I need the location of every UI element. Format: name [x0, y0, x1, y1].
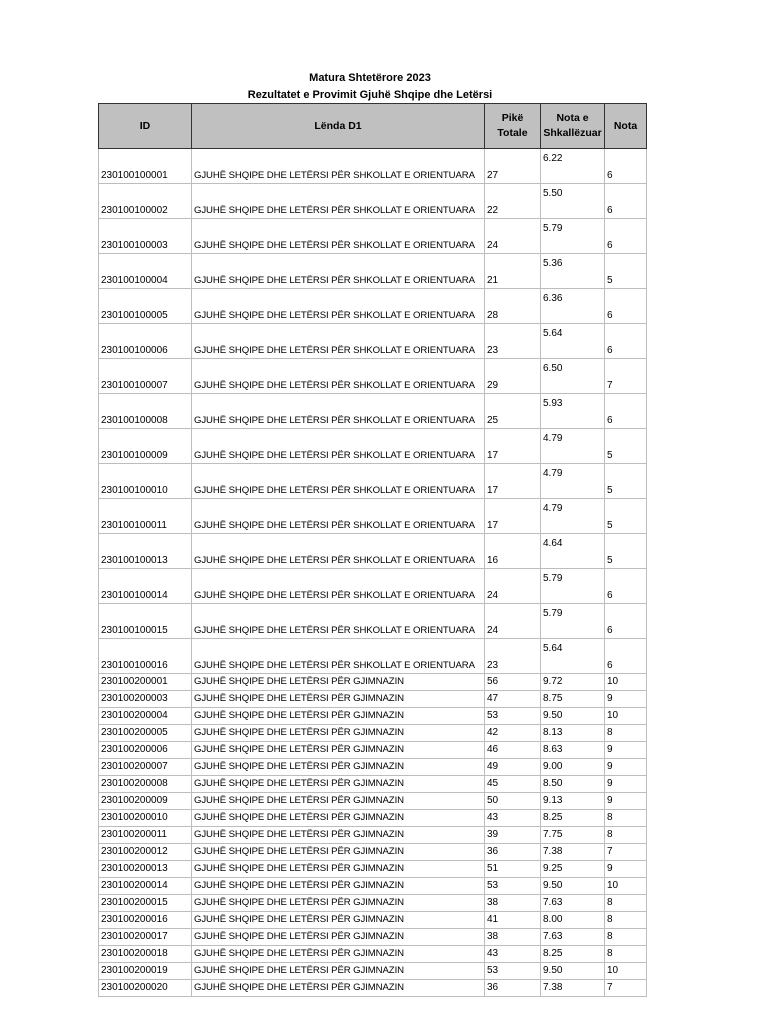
cell-subject: GJUHË SHQIPE DHE LETËRSI PËR SHKOLLAT E ORIENTUARA — [192, 534, 485, 569]
cell-grade: 6 — [605, 569, 647, 604]
table-row — [99, 742, 647, 759]
table-row — [99, 895, 647, 912]
cell-total-points: 56 — [485, 674, 541, 691]
cell-id: 230100100015 — [99, 604, 192, 639]
table-row — [99, 878, 647, 895]
cell-id: 230100200009 — [99, 793, 192, 810]
cell-subject: GJUHË SHQIPE DHE LETËRSI PËR GJIMNAZIN — [192, 759, 485, 776]
cell-grade: 7 — [605, 980, 647, 997]
cell-id: 230100100001 — [99, 149, 192, 184]
cell-total-points: 21 — [485, 254, 541, 289]
cell-grade: 5 — [605, 254, 647, 289]
cell-total-points: 24 — [485, 604, 541, 639]
table-row — [99, 639, 647, 674]
cell-id: 230100100013 — [99, 534, 192, 569]
cell-grade: 9 — [605, 861, 647, 878]
cell-total-points: 45 — [485, 776, 541, 793]
cell-scaled-grade: 9.00 — [541, 759, 605, 776]
table-row — [99, 569, 647, 604]
cell-scaled-grade: 5.79 — [541, 219, 605, 254]
cell-total-points: 41 — [485, 912, 541, 929]
cell-id: 230100200001 — [99, 674, 192, 691]
cell-subject: GJUHË SHQIPE DHE LETËRSI PËR GJIMNAZIN — [192, 742, 485, 759]
cell-subject: GJUHË SHQIPE DHE LETËRSI PËR GJIMNAZIN — [192, 878, 485, 895]
cell-id: 230100200019 — [99, 963, 192, 980]
cell-grade: 5 — [605, 429, 647, 464]
cell-subject: GJUHË SHQIPE DHE LETËRSI PËR GJIMNAZIN — [192, 827, 485, 844]
cell-id: 230100100010 — [99, 464, 192, 499]
cell-id: 230100200013 — [99, 861, 192, 878]
cell-total-points: 16 — [485, 534, 541, 569]
table-row — [99, 708, 647, 725]
cell-id: 230100200004 — [99, 708, 192, 725]
cell-subject: GJUHË SHQIPE DHE LETËRSI PËR GJIMNAZIN — [192, 776, 485, 793]
table-row — [99, 359, 647, 394]
cell-scaled-grade: 5.79 — [541, 604, 605, 639]
cell-total-points: 17 — [485, 429, 541, 464]
table-row — [99, 980, 647, 997]
cell-grade: 5 — [605, 534, 647, 569]
table-row — [99, 289, 647, 324]
cell-total-points: 36 — [485, 980, 541, 997]
column-header-id: ID — [99, 104, 192, 149]
cell-scaled-grade: 6.36 — [541, 289, 605, 324]
cell-scaled-grade: 7.63 — [541, 895, 605, 912]
table-row — [99, 861, 647, 878]
table-row — [99, 394, 647, 429]
cell-subject: GJUHË SHQIPE DHE LETËRSI PËR GJIMNAZIN — [192, 929, 485, 946]
cell-grade: 8 — [605, 929, 647, 946]
cell-total-points: 27 — [485, 149, 541, 184]
cell-grade: 6 — [605, 289, 647, 324]
cell-subject: GJUHË SHQIPE DHE LETËRSI PËR GJIMNAZIN — [192, 912, 485, 929]
cell-scaled-grade: 5.50 — [541, 184, 605, 219]
table-row — [99, 254, 647, 289]
cell-scaled-grade: 5.36 — [541, 254, 605, 289]
cell-subject: GJUHË SHQIPE DHE LETËRSI PËR SHKOLLAT E ORIENTUARA — [192, 149, 485, 184]
cell-scaled-grade: 6.22 — [541, 149, 605, 184]
cell-subject: GJUHË SHQIPE DHE LETËRSI PËR SHKOLLAT E ORIENTUARA — [192, 499, 485, 534]
cell-grade: 8 — [605, 810, 647, 827]
cell-grade: 8 — [605, 912, 647, 929]
cell-scaled-grade: 4.64 — [541, 534, 605, 569]
cell-subject: GJUHË SHQIPE DHE LETËRSI PËR GJIMNAZIN — [192, 980, 485, 997]
cell-scaled-grade: 9.25 — [541, 861, 605, 878]
cell-subject: GJUHË SHQIPE DHE LETËRSI PËR GJIMNAZIN — [192, 810, 485, 827]
cell-total-points: 24 — [485, 219, 541, 254]
cell-total-points: 53 — [485, 963, 541, 980]
cell-grade: 10 — [605, 878, 647, 895]
cell-scaled-grade: 9.50 — [541, 708, 605, 725]
cell-id: 230100100003 — [99, 219, 192, 254]
cell-id: 230100200005 — [99, 725, 192, 742]
cell-grade: 10 — [605, 963, 647, 980]
cell-scaled-grade: 7.75 — [541, 827, 605, 844]
cell-id: 230100200006 — [99, 742, 192, 759]
cell-subject: GJUHË SHQIPE DHE LETËRSI PËR SHKOLLAT E ORIENTUARA — [192, 219, 485, 254]
cell-grade: 8 — [605, 895, 647, 912]
cell-id: 230100200018 — [99, 946, 192, 963]
table-row — [99, 776, 647, 793]
table-row — [99, 534, 647, 569]
table-row — [99, 810, 647, 827]
cell-grade: 8 — [605, 946, 647, 963]
table-row — [99, 184, 647, 219]
table-row — [99, 759, 647, 776]
cell-grade: 9 — [605, 691, 647, 708]
cell-scaled-grade: 5.93 — [541, 394, 605, 429]
cell-scaled-grade: 4.79 — [541, 499, 605, 534]
cell-id: 230100200014 — [99, 878, 192, 895]
cell-grade: 5 — [605, 464, 647, 499]
table-row — [99, 219, 647, 254]
cell-total-points: 17 — [485, 499, 541, 534]
cell-scaled-grade: 9.50 — [541, 963, 605, 980]
cell-total-points: 47 — [485, 691, 541, 708]
cell-id: 230100100004 — [99, 254, 192, 289]
cell-subject: GJUHË SHQIPE DHE LETËRSI PËR SHKOLLAT E ORIENTUARA — [192, 289, 485, 324]
cell-total-points: 22 — [485, 184, 541, 219]
cell-grade: 7 — [605, 844, 647, 861]
cell-scaled-grade: 7.38 — [541, 980, 605, 997]
cell-subject: GJUHË SHQIPE DHE LETËRSI PËR SHKOLLAT E ORIENTUARA — [192, 464, 485, 499]
cell-total-points: 38 — [485, 895, 541, 912]
column-header-scaled-grade: Nota e Shkallëzuar — [541, 104, 605, 149]
cell-scaled-grade: 4.79 — [541, 429, 605, 464]
table-row — [99, 844, 647, 861]
table-body — [99, 149, 647, 997]
cell-total-points: 25 — [485, 394, 541, 429]
table-row — [99, 946, 647, 963]
cell-id: 230100200011 — [99, 827, 192, 844]
cell-id: 230100200003 — [99, 691, 192, 708]
cell-total-points: 50 — [485, 793, 541, 810]
cell-id: 230100100008 — [99, 394, 192, 429]
table-row — [99, 429, 647, 464]
cell-subject: GJUHË SHQIPE DHE LETËRSI PËR GJIMNAZIN — [192, 895, 485, 912]
cell-total-points: 43 — [485, 946, 541, 963]
table-row — [99, 929, 647, 946]
cell-scaled-grade: 4.79 — [541, 464, 605, 499]
page-title: Matura Shtetërore 2023 — [309, 72, 431, 84]
cell-total-points: 24 — [485, 569, 541, 604]
cell-id: 230100200008 — [99, 776, 192, 793]
cell-id: 230100100016 — [99, 639, 192, 674]
cell-total-points: 39 — [485, 827, 541, 844]
table-row — [99, 827, 647, 844]
cell-grade: 6 — [605, 184, 647, 219]
cell-id: 230100100009 — [99, 429, 192, 464]
cell-scaled-grade: 5.79 — [541, 569, 605, 604]
table-row — [99, 963, 647, 980]
cell-scaled-grade: 8.25 — [541, 946, 605, 963]
cell-grade: 9 — [605, 742, 647, 759]
cell-grade: 6 — [605, 324, 647, 359]
cell-subject: GJUHË SHQIPE DHE LETËRSI PËR SHKOLLAT E ORIENTUARA — [192, 184, 485, 219]
cell-scaled-grade: 7.38 — [541, 844, 605, 861]
cell-scaled-grade: 8.13 — [541, 725, 605, 742]
cell-subject: GJUHË SHQIPE DHE LETËRSI PËR GJIMNAZIN — [192, 963, 485, 980]
table-row — [99, 604, 647, 639]
cell-scaled-grade: 5.64 — [541, 324, 605, 359]
cell-subject: GJUHË SHQIPE DHE LETËRSI PËR SHKOLLAT E ORIENTUARA — [192, 569, 485, 604]
table-row — [99, 674, 647, 691]
cell-scaled-grade: 8.75 — [541, 691, 605, 708]
cell-id: 230100100011 — [99, 499, 192, 534]
cell-id: 230100100007 — [99, 359, 192, 394]
cell-total-points: 23 — [485, 324, 541, 359]
cell-scaled-grade: 8.50 — [541, 776, 605, 793]
cell-scaled-grade: 8.63 — [541, 742, 605, 759]
cell-total-points: 43 — [485, 810, 541, 827]
cell-subject: GJUHË SHQIPE DHE LETËRSI PËR GJIMNAZIN — [192, 708, 485, 725]
cell-total-points: 49 — [485, 759, 541, 776]
cell-total-points: 51 — [485, 861, 541, 878]
cell-subject: GJUHË SHQIPE DHE LETËRSI PËR GJIMNAZIN — [192, 946, 485, 963]
table-row — [99, 793, 647, 810]
cell-total-points: 46 — [485, 742, 541, 759]
cell-grade: 6 — [605, 394, 647, 429]
cell-id: 230100200016 — [99, 912, 192, 929]
cell-grade: 7 — [605, 359, 647, 394]
cell-id: 230100100014 — [99, 569, 192, 604]
cell-id: 230100200012 — [99, 844, 192, 861]
table-header-row — [99, 104, 647, 149]
cell-subject: GJUHË SHQIPE DHE LETËRSI PËR SHKOLLAT E ORIENTUARA — [192, 394, 485, 429]
cell-grade: 6 — [605, 639, 647, 674]
cell-scaled-grade: 8.00 — [541, 912, 605, 929]
cell-subject: GJUHË SHQIPE DHE LETËRSI PËR GJIMNAZIN — [192, 674, 485, 691]
cell-subject: GJUHË SHQIPE DHE LETËRSI PËR SHKOLLAT E ORIENTUARA — [192, 429, 485, 464]
cell-grade: 5 — [605, 499, 647, 534]
cell-grade: 9 — [605, 776, 647, 793]
cell-subject: GJUHË SHQIPE DHE LETËRSI PËR GJIMNAZIN — [192, 844, 485, 861]
cell-subject: GJUHË SHQIPE DHE LETËRSI PËR GJIMNAZIN — [192, 691, 485, 708]
column-header-grade: Nota — [605, 104, 647, 149]
cell-id: 230100200015 — [99, 895, 192, 912]
table-row — [99, 149, 647, 184]
cell-scaled-grade: 9.50 — [541, 878, 605, 895]
cell-grade: 8 — [605, 725, 647, 742]
cell-grade: 10 — [605, 674, 647, 691]
table-row — [99, 912, 647, 929]
cell-id: 230100100005 — [99, 289, 192, 324]
table-row — [99, 691, 647, 708]
cell-grade: 6 — [605, 604, 647, 639]
cell-grade: 9 — [605, 793, 647, 810]
cell-grade: 9 — [605, 759, 647, 776]
table-row — [99, 324, 647, 359]
page-subtitle: Rezultatet e Provimit Gjuhë Shqipe dhe Letërsi — [247, 89, 493, 101]
cell-subject: GJUHË SHQIPE DHE LETËRSI PËR SHKOLLAT E ORIENTUARA — [192, 254, 485, 289]
column-header-subject: Lënda D1 — [192, 104, 485, 149]
cell-total-points: 29 — [485, 359, 541, 394]
cell-total-points: 53 — [485, 878, 541, 895]
cell-total-points: 53 — [485, 708, 541, 725]
cell-total-points: 17 — [485, 464, 541, 499]
cell-grade: 6 — [605, 149, 647, 184]
cell-grade: 8 — [605, 827, 647, 844]
cell-id: 230100200020 — [99, 980, 192, 997]
cell-scaled-grade: 8.25 — [541, 810, 605, 827]
cell-scaled-grade: 7.63 — [541, 929, 605, 946]
column-header-total-points: Pikë Totale — [485, 104, 541, 149]
cell-subject: GJUHË SHQIPE DHE LETËRSI PËR SHKOLLAT E ORIENTUARA — [192, 359, 485, 394]
cell-scaled-grade: 5.64 — [541, 639, 605, 674]
cell-id: 230100200017 — [99, 929, 192, 946]
table-row — [99, 464, 647, 499]
cell-total-points: 38 — [485, 929, 541, 946]
cell-subject: GJUHË SHQIPE DHE LETËRSI PËR GJIMNAZIN — [192, 793, 485, 810]
cell-subject: GJUHË SHQIPE DHE LETËRSI PËR GJIMNAZIN — [192, 861, 485, 878]
table-row — [99, 499, 647, 534]
cell-grade: 10 — [605, 708, 647, 725]
cell-subject: GJUHË SHQIPE DHE LETËRSI PËR SHKOLLAT E ORIENTUARA — [192, 324, 485, 359]
cell-id: 230100200007 — [99, 759, 192, 776]
cell-scaled-grade: 9.72 — [541, 674, 605, 691]
cell-id: 230100100006 — [99, 324, 192, 359]
cell-subject: GJUHË SHQIPE DHE LETËRSI PËR SHKOLLAT E ORIENTUARA — [192, 639, 485, 674]
cell-subject: GJUHË SHQIPE DHE LETËRSI PËR GJIMNAZIN — [192, 725, 485, 742]
cell-total-points: 28 — [485, 289, 541, 324]
table-row — [99, 725, 647, 742]
cell-total-points: 23 — [485, 639, 541, 674]
cell-scaled-grade: 9.13 — [541, 793, 605, 810]
cell-scaled-grade: 6.50 — [541, 359, 605, 394]
cell-id: 230100100002 — [99, 184, 192, 219]
cell-total-points: 42 — [485, 725, 541, 742]
cell-id: 230100200010 — [99, 810, 192, 827]
title-block — [98, 70, 642, 104]
cell-total-points: 36 — [485, 844, 541, 861]
cell-subject: GJUHË SHQIPE DHE LETËRSI PËR SHKOLLAT E ORIENTUARA — [192, 604, 485, 639]
cell-grade: 6 — [605, 219, 647, 254]
results-table — [98, 103, 647, 997]
